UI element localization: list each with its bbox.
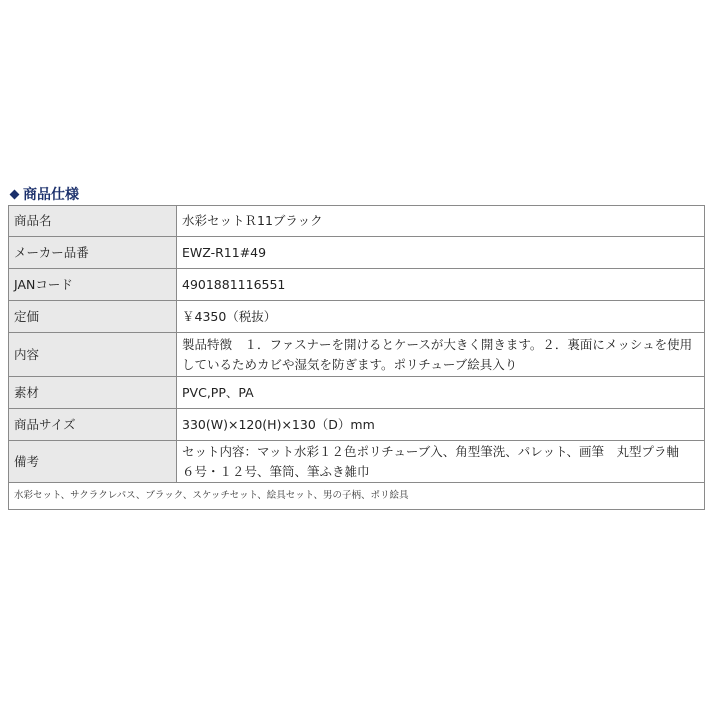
spec-label: JANコード: [9, 269, 177, 301]
spec-row-tags: [9, 483, 705, 510]
spec-value: セット内容：マット水彩１２色ポリチューブ入、角型筆洗、パレット、画筆 丸型プラ軸 ６号・１２号、筆筒、筆ふき雑巾: [177, 441, 705, 483]
spec-row-product-name: [9, 206, 705, 237]
spec-label: 備考: [9, 441, 177, 483]
search-tags: 水彩セット、サクラクレパス、ブラック、スケッチセット、絵具セット、男の子柄、ポリ絵具: [9, 483, 705, 510]
spec-row-list-price: [9, 301, 705, 333]
spec-label: 内容: [9, 333, 177, 377]
spec-row-maker-part-number: [9, 237, 705, 269]
spec-value: 330(W)×120(H)×130（D）mm: [177, 409, 705, 441]
spec-value: 製品特徴 １．ファスナーを開けるとケースが大きく開きます。２．裏面にメッシュを使用しているためカビや湿気を防ぎます。ポリチューブ絵具入り: [177, 333, 705, 377]
spec-value: 4901881116551: [177, 269, 705, 301]
section-heading: [9, 184, 79, 204]
spec-label: 商品サイズ: [9, 409, 177, 441]
spec-label: メーカー品番: [9, 237, 177, 269]
spec-row-remarks: [9, 441, 705, 483]
section-title: 商品仕様: [23, 187, 79, 203]
spec-value: EWZ-R11#49: [177, 237, 705, 269]
spec-row-contents: [9, 333, 705, 377]
spec-label: 素材: [9, 377, 177, 409]
spec-row-material: [9, 377, 705, 409]
spec-label: 商品名: [9, 206, 177, 237]
spec-label: 定価: [9, 301, 177, 333]
diamond-bullet-icon: [10, 189, 20, 199]
spec-row-size: [9, 409, 705, 441]
spec-value: 水彩セットＲ11ブラック: [177, 206, 705, 237]
spec-row-jan-code: [9, 269, 705, 301]
spec-value: ￥4350（税抜）: [177, 301, 705, 333]
spec-value: PVC,PP、PA: [177, 377, 705, 409]
spec-table: [8, 205, 705, 510]
